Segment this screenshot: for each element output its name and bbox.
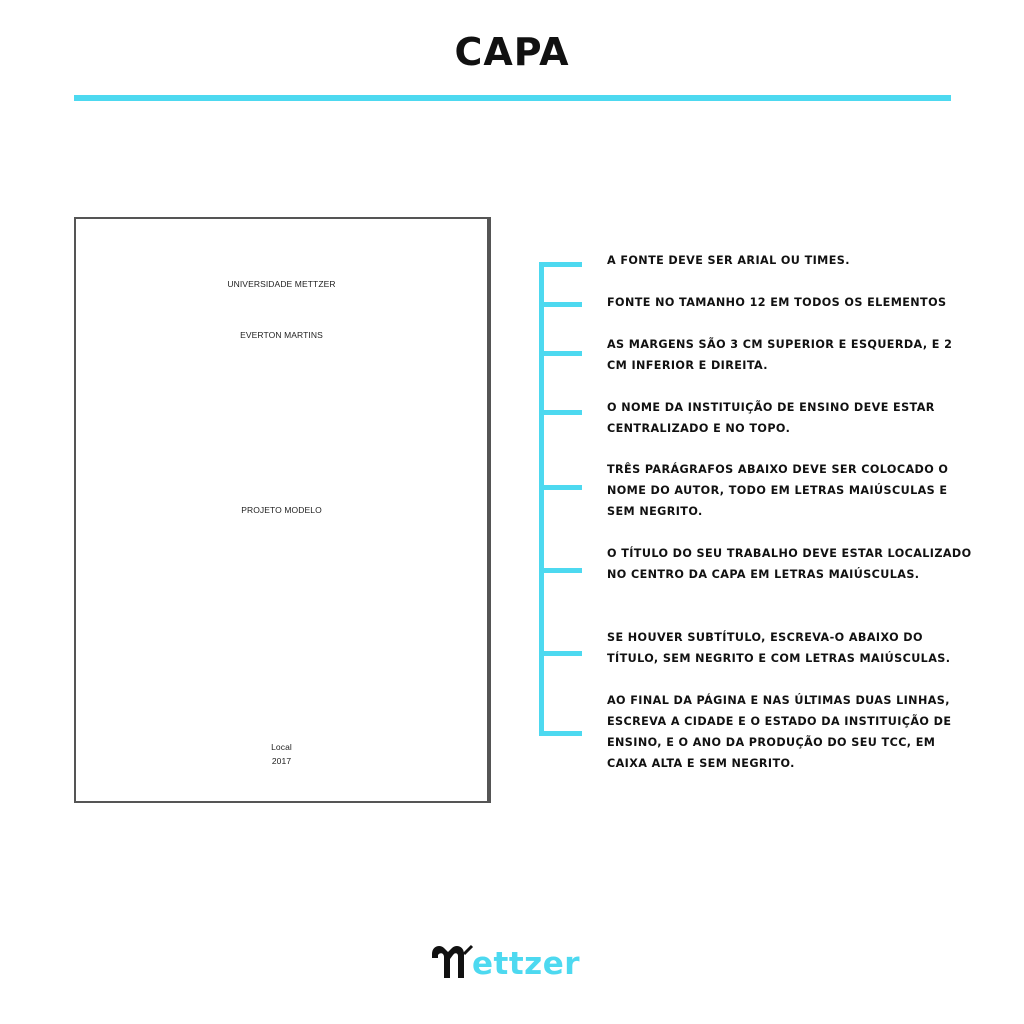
note-item: O NOME DA INSTITUIÇÃO DE ENSINO DEVE ESTAR CENTRALIZADO E NO TOPO. xyxy=(607,401,935,435)
note-tick xyxy=(539,302,582,307)
note-item: AS MARGENS SÃO 3 CM SUPERIOR E ESQUERDA, E 2 CM INFERIOR E DIREITA. xyxy=(607,338,953,372)
notes-bracket xyxy=(539,262,544,736)
cover-work-title: PROJETO MODELO xyxy=(241,505,322,515)
logo-text: ettzer xyxy=(472,946,581,982)
note-item: TRÊS PARÁGRAFOS ABAIXO DEVE SER COLOCADO O NOME DO AUTOR, TODO EM LETRAS MAIÚSCULAS E SEM NEGRITO. xyxy=(607,463,949,518)
cover-page-example xyxy=(74,217,491,803)
cover-author: EVERTON MARTINS xyxy=(240,330,323,340)
mettzer-m-logo-icon xyxy=(430,942,474,980)
note-tick xyxy=(539,410,582,415)
page-title: CAPA xyxy=(454,30,570,74)
cover-year: 2017 xyxy=(271,756,292,766)
cover-local: Local xyxy=(271,742,292,752)
note-tick xyxy=(539,731,582,736)
note-item: O TÍTULO DO SEU TRABALHO DEVE ESTAR LOCALIZADO NO CENTRO DA CAPA EM LETRAS MAIÚSCULAS. xyxy=(607,547,972,581)
note-item: SE HOUVER SUBTÍTULO, ESCREVA-O ABAIXO DO TÍTULO, SEM NEGRITO E COM LETRAS MAIÚSCULAS. xyxy=(607,631,951,665)
cover-institution: UNIVERSIDADE METTZER xyxy=(227,279,336,289)
note-tick xyxy=(539,262,582,267)
note-item: FONTE NO TAMANHO 12 EM TODOS OS ELEMENTOS xyxy=(607,296,947,309)
note-item: AO FINAL DA PÁGINA E NAS ÚLTIMAS DUAS LINHAS, ESCREVA A CIDADE E O ESTADO DA INSTITUIÇÃO DE ENSINO, E O ANO DA PRODUÇÃO DO SEU TCC, EM CAIXA ALTA E SEM NEGRITO. xyxy=(607,694,952,770)
note-tick xyxy=(539,351,582,356)
title-divider xyxy=(74,95,951,101)
note-tick xyxy=(539,568,582,573)
note-tick xyxy=(539,485,582,490)
note-tick xyxy=(539,651,582,656)
note-item: A FONTE DEVE SER ARIAL OU TIMES. xyxy=(607,254,850,267)
mettzer-logo xyxy=(430,936,580,980)
